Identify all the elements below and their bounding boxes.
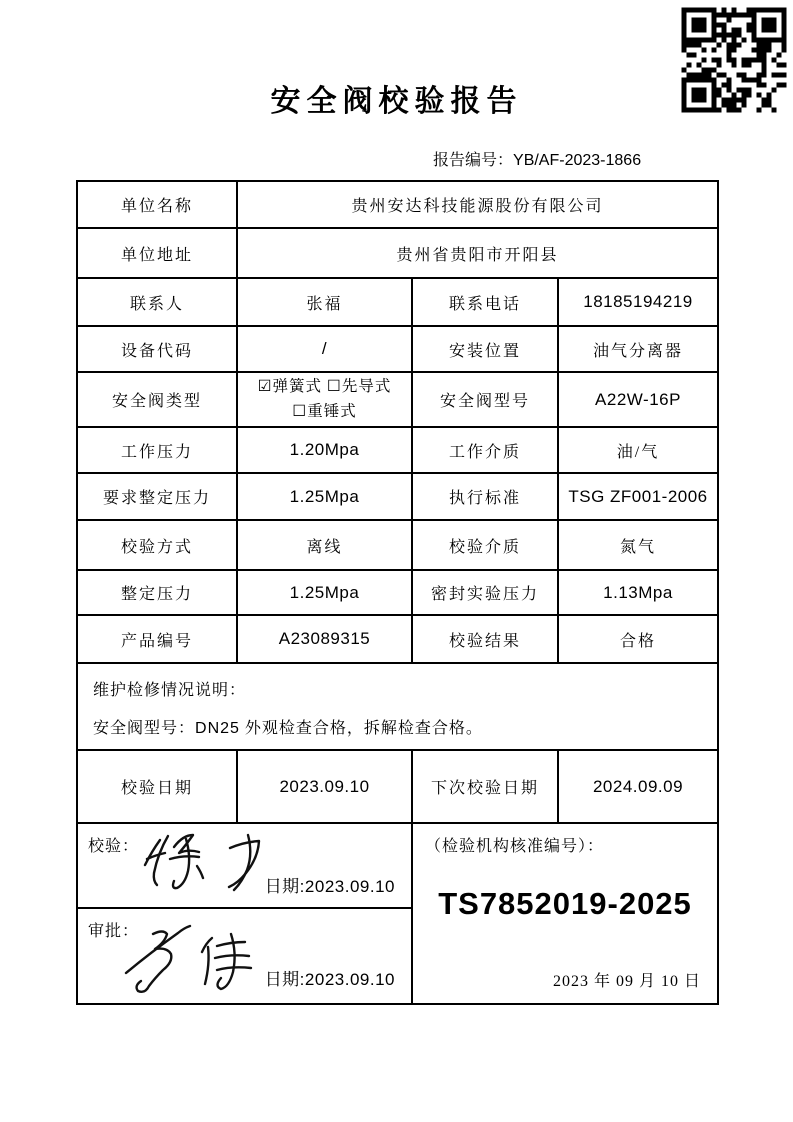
seal-test-pressure-value: 1.13Mpa [559, 571, 717, 616]
standard-label: 执行标准 [413, 474, 559, 521]
valve-type-option-line1: ☑弹簧式 ☐先导式 [257, 377, 392, 395]
device-code-label: 设备代码 [78, 327, 238, 373]
maintenance-note-title: 维护检修情况说明： [93, 682, 247, 699]
valve-type-option-line2: ☐重锤式 [292, 402, 357, 420]
verifier-label: 校验： [88, 838, 140, 855]
seal-test-pressure-label: 密封实验压力 [413, 571, 559, 616]
org-code-value: TS7852019-2025 [438, 886, 692, 921]
org-code-label: （检验机构核准编号）： [425, 838, 605, 855]
install-position-label: 安装位置 [413, 327, 559, 373]
standard-value: TSG ZF001-2006 [559, 474, 717, 521]
verifier-date: 日期:2023.09.10 [264, 877, 395, 896]
required-set-pressure-label: 要求整定压力 [78, 474, 238, 521]
valve-type-options [238, 373, 413, 428]
report-number-value: YB/AF-2023-1866 [513, 152, 642, 169]
unit-address-value: 贵州省贵阳市开阳县 [238, 229, 717, 279]
org-approval-cell [413, 824, 717, 1003]
install-position-value: 油气分离器 [559, 327, 717, 373]
working-pressure-value: 1.20Mpa [238, 428, 413, 474]
contact-label: 联系人 [78, 279, 238, 327]
product-number-value: A23089315 [238, 616, 413, 664]
working-medium-label: 工作介质 [413, 428, 559, 474]
result-label: 校验结果 [413, 616, 559, 664]
unit-address-label: 单位地址 [78, 229, 238, 279]
calibration-medium-label: 校验介质 [413, 521, 559, 571]
set-pressure-value: 1.25Mpa [238, 571, 413, 616]
next-calibration-date-value: 2024.09.09 [559, 751, 717, 824]
next-calibration-date-label: 下次校验日期 [413, 751, 559, 824]
report-number-line [433, 147, 641, 170]
report-number-label: 报告编号： [433, 152, 514, 169]
contact-value: 张福 [238, 279, 413, 327]
result-value: 合格 [559, 616, 717, 664]
unit-name-label: 单位名称 [78, 182, 238, 229]
phone-label: 联系电话 [413, 279, 559, 327]
calibration-date-value: 2023.09.10 [238, 751, 413, 824]
calibration-medium-value: 氮气 [559, 521, 717, 571]
calibration-method-label: 校验方式 [78, 521, 238, 571]
phone-value: 18185194219 [559, 279, 717, 327]
product-number-label: 产品编号 [78, 616, 238, 664]
working-pressure-label: 工作压力 [78, 428, 238, 474]
issue-date: 2023 年 09 月 10 日 [552, 973, 701, 990]
maintenance-note [78, 664, 717, 751]
approver-signature-cell [78, 909, 413, 1003]
working-medium-value: 油/气 [559, 428, 717, 474]
device-code-value: / [238, 327, 413, 373]
valve-type-label: 安全阀类型 [78, 373, 238, 428]
set-pressure-label: 整定压力 [78, 571, 238, 616]
report-table [76, 180, 719, 1005]
calibration-date-label: 校验日期 [78, 751, 238, 824]
calibration-method-value: 离线 [238, 521, 413, 571]
approver-date: 日期:2023.09.10 [264, 970, 395, 989]
approver-label: 审批： [88, 923, 140, 940]
required-set-pressure-value: 1.25Mpa [238, 474, 413, 521]
valve-model-label: 安全阀型号 [413, 373, 559, 428]
verifier-signature-cell [78, 824, 413, 909]
maintenance-note-detail: 安全阀型号：DN25 外观检查合格，拆解检查合格。 [93, 720, 483, 737]
approver-signature [118, 919, 278, 999]
page-title: 安全阀校验报告 [270, 85, 523, 118]
valve-model-value: A22W-16P [559, 373, 717, 428]
unit-name-value: 贵州安达科技能源股份有限公司 [238, 182, 717, 229]
